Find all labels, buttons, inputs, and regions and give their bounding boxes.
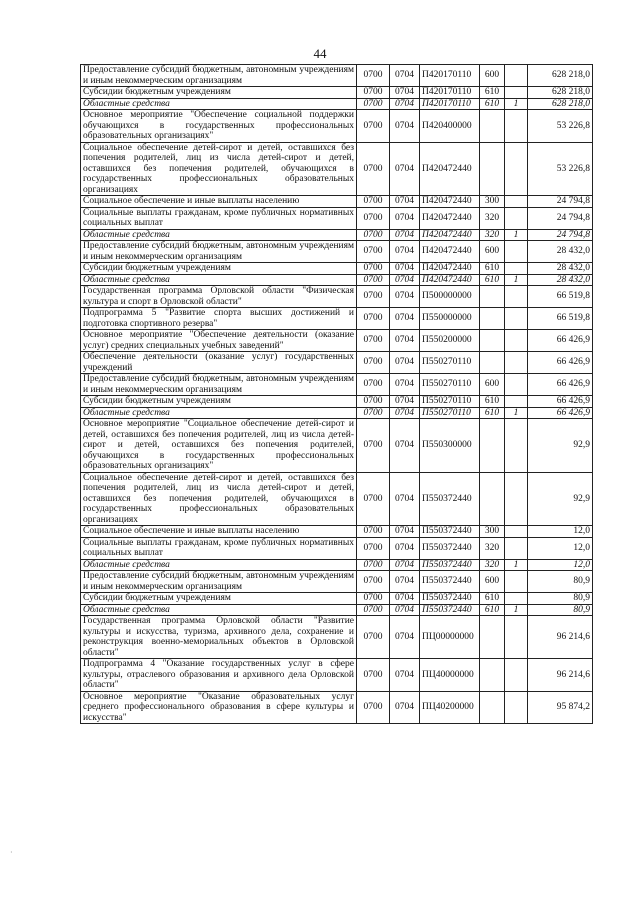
row-section: 0700	[357, 308, 390, 330]
table-row	[81, 286, 593, 308]
budget-table-body	[81, 65, 593, 724]
row-section: 0700	[357, 229, 390, 241]
row-subsection: 0704	[390, 419, 420, 473]
row-amount: 66 426,9	[528, 407, 593, 419]
row-target-article: П550270110	[420, 352, 480, 374]
row-target-article: П420472440	[420, 263, 480, 275]
row-name: Государственная программа Орловской области "Физическая культура и спорт в Орловской области"	[81, 286, 357, 308]
row-subsection: 0704	[390, 308, 420, 330]
row-subsection: 0704	[390, 537, 420, 559]
row-name: Областные средства	[81, 98, 357, 110]
row-expense-type: 600	[480, 571, 505, 593]
row-expense-type: 600	[480, 241, 505, 263]
row-target-article: П550270110	[420, 396, 480, 408]
row-amount: 12,0	[528, 526, 593, 538]
row-funding-source	[505, 87, 528, 99]
row-amount: 92,9	[528, 419, 593, 473]
row-name: Подпрограмма 5 "Развитие спорта высших достижений и подготовка спортивного резерва"	[81, 308, 357, 330]
row-section: 0700	[357, 274, 390, 286]
budget-table	[80, 64, 593, 724]
row-name: Областные средства	[81, 229, 357, 241]
row-funding-source	[505, 352, 528, 374]
table-row	[81, 559, 593, 571]
table-row	[81, 396, 593, 408]
table-row	[81, 407, 593, 419]
row-name: Областные средства	[81, 274, 357, 286]
row-name: Обеспечение деятельности (оказание услуг) государственных учреждений	[81, 352, 357, 374]
row-subsection: 0704	[390, 98, 420, 110]
table-row	[81, 571, 593, 593]
row-target-article: П420170110	[420, 87, 480, 99]
row-section: 0700	[357, 286, 390, 308]
row-expense-type: 610	[480, 87, 505, 99]
row-section: 0700	[357, 604, 390, 616]
row-subsection: 0704	[390, 87, 420, 99]
row-name: Областные средства	[81, 407, 357, 419]
row-funding-source	[505, 691, 528, 724]
row-subsection: 0704	[390, 593, 420, 605]
row-subsection: 0704	[390, 330, 420, 352]
row-section: 0700	[357, 537, 390, 559]
row-funding-source: 1	[505, 604, 528, 616]
row-section: 0700	[357, 472, 390, 526]
row-amount: 628 218,0	[528, 65, 593, 87]
table-row	[81, 472, 593, 526]
table-row	[81, 352, 593, 374]
row-target-article: П550200000	[420, 330, 480, 352]
table-row	[81, 593, 593, 605]
row-amount: 628 218,0	[528, 98, 593, 110]
row-name: Субсидии бюджетным учреждениям	[81, 593, 357, 605]
row-target-article: П420472440	[420, 142, 480, 196]
row-expense-type	[480, 659, 505, 692]
row-target-article: П550372440	[420, 604, 480, 616]
page-number: 44	[313, 46, 327, 61]
row-amount: 80,9	[528, 604, 593, 616]
row-name: Предоставление субсидий бюджетным, автономным учреждениям и иным некоммерческим организациям	[81, 241, 357, 263]
row-subsection: 0704	[390, 286, 420, 308]
row-name: Предоставление субсидий бюджетным, автономным учреждениям и иным некоммерческим организациям	[81, 374, 357, 396]
row-expense-type	[480, 616, 505, 659]
row-amount: 96 214,6	[528, 616, 593, 659]
row-expense-type	[480, 308, 505, 330]
row-section: 0700	[357, 396, 390, 408]
row-amount: 24 794,8	[528, 196, 593, 208]
row-subsection: 0704	[390, 274, 420, 286]
table-row	[81, 98, 593, 110]
row-section: 0700	[357, 691, 390, 724]
row-subsection: 0704	[390, 691, 420, 724]
row-amount: 628 218,0	[528, 87, 593, 99]
row-funding-source	[505, 241, 528, 263]
row-amount: 24 794,8	[528, 207, 593, 229]
row-section: 0700	[357, 616, 390, 659]
row-expense-type: 600	[480, 374, 505, 396]
row-subsection: 0704	[390, 472, 420, 526]
table-row	[81, 691, 593, 724]
row-name: Основное мероприятие "Оказание образовательных услуг среднего профессионального образования в сфере культуры и искусства"	[81, 691, 357, 724]
row-section: 0700	[357, 659, 390, 692]
row-funding-source	[505, 330, 528, 352]
row-subsection: 0704	[390, 207, 420, 229]
row-funding-source: 1	[505, 98, 528, 110]
row-target-article: П420472440	[420, 207, 480, 229]
row-subsection: 0704	[390, 196, 420, 208]
row-name: Областные средства	[81, 559, 357, 571]
row-subsection: 0704	[390, 229, 420, 241]
row-section: 0700	[357, 98, 390, 110]
row-funding-source	[505, 472, 528, 526]
row-name: Государственная программа Орловской области "Развитие культуры и искусства, туризма, архивного дела, сохранение и реконструкция военно-мемориальных объектов в Орловской области"	[81, 616, 357, 659]
row-name: Предоставление субсидий бюджетным, автономным учреждениям и иным некоммерческим организациям	[81, 65, 357, 87]
row-subsection: 0704	[390, 407, 420, 419]
row-section: 0700	[357, 419, 390, 473]
table-row	[81, 207, 593, 229]
row-amount: 66 426,9	[528, 396, 593, 408]
row-funding-source	[505, 110, 528, 143]
row-target-article: П550372440	[420, 526, 480, 538]
row-expense-type	[480, 110, 505, 143]
row-amount: 12,0	[528, 537, 593, 559]
row-expense-type: 610	[480, 604, 505, 616]
row-name: Субсидии бюджетным учреждениям	[81, 396, 357, 408]
row-funding-source	[505, 65, 528, 87]
row-section: 0700	[357, 352, 390, 374]
row-name: Основное мероприятие "Обеспечение социальной поддержки обучающихся в государственных профессиональных образовательных организациях"	[81, 110, 357, 143]
row-section: 0700	[357, 110, 390, 143]
row-amount: 96 214,6	[528, 659, 593, 692]
row-funding-source	[505, 571, 528, 593]
row-amount: 28 432,0	[528, 274, 593, 286]
row-section: 0700	[357, 65, 390, 87]
row-expense-type	[480, 286, 505, 308]
table-row	[81, 142, 593, 196]
row-name: Социальное обеспечение детей-сирот и детей, оставшихся без попечения родителей, лиц из числа детей-сирот и детей, оставшихся без попечения родителей, обучающихся в государственных профессиональных образовательных организациях	[81, 472, 357, 526]
row-name: Подпрограмма 4 "Оказание государственных услуг в сфере культуры, отраслевого образования и архивного дела Орловской области"	[81, 659, 357, 692]
row-expense-type: 610	[480, 593, 505, 605]
row-name: Социальное обеспечение детей-сирот и детей, оставшихся без попечения родителей, лиц из числа детей-сирот и детей, оставшихся без попечения родителей, обучающихся в государственных профессиональных образовательных организациях	[81, 142, 357, 196]
row-expense-type: 610	[480, 274, 505, 286]
row-target-article: П420472440	[420, 229, 480, 241]
row-name: Социальное обеспечение и иные выплаты населению	[81, 196, 357, 208]
margin-mark: ·	[10, 848, 13, 857]
row-amount: 66 519,8	[528, 286, 593, 308]
table-row	[81, 87, 593, 99]
table-row	[81, 274, 593, 286]
row-funding-source	[505, 196, 528, 208]
row-section: 0700	[357, 207, 390, 229]
row-funding-source	[505, 308, 528, 330]
row-expense-type: 610	[480, 396, 505, 408]
row-target-article: П550372440	[420, 472, 480, 526]
row-funding-source	[505, 374, 528, 396]
row-amount: 80,9	[528, 571, 593, 593]
row-target-article: П420170110	[420, 65, 480, 87]
row-target-article: П500000000	[420, 286, 480, 308]
row-subsection: 0704	[390, 241, 420, 263]
table-row	[81, 537, 593, 559]
row-subsection: 0704	[390, 571, 420, 593]
row-funding-source	[505, 207, 528, 229]
row-amount: 66 426,9	[528, 374, 593, 396]
row-section: 0700	[357, 241, 390, 263]
row-subsection: 0704	[390, 559, 420, 571]
row-funding-source	[505, 659, 528, 692]
table-row	[81, 330, 593, 352]
row-subsection: 0704	[390, 352, 420, 374]
row-section: 0700	[357, 559, 390, 571]
row-expense-type: 320	[480, 537, 505, 559]
table-row	[81, 419, 593, 473]
row-name: Основное мероприятие "Обеспечение деятельности (оказание услуг) средних специальных учебных заведений"	[81, 330, 357, 352]
row-funding-source	[505, 142, 528, 196]
row-name: Социальное обеспечение и иные выплаты населению	[81, 526, 357, 538]
row-target-article: П550372440	[420, 571, 480, 593]
row-target-article: П550372440	[420, 593, 480, 605]
row-section: 0700	[357, 526, 390, 538]
row-amount: 53 226,8	[528, 142, 593, 196]
row-expense-type: 300	[480, 196, 505, 208]
row-amount: 95 874,2	[528, 691, 593, 724]
row-section: 0700	[357, 196, 390, 208]
table-row	[81, 526, 593, 538]
row-expense-type: 320	[480, 229, 505, 241]
row-expense-type	[480, 691, 505, 724]
row-expense-type: 610	[480, 98, 505, 110]
row-amount: 24 794,8	[528, 229, 593, 241]
row-funding-source	[505, 419, 528, 473]
row-funding-source	[505, 396, 528, 408]
row-target-article: П420472440	[420, 196, 480, 208]
row-name: Социальные выплаты гражданам, кроме публичных нормативных социальных выплат	[81, 207, 357, 229]
table-row	[81, 659, 593, 692]
row-amount: 66 426,9	[528, 330, 593, 352]
table-row	[81, 196, 593, 208]
row-expense-type	[480, 419, 505, 473]
row-subsection: 0704	[390, 142, 420, 196]
row-expense-type: 300	[480, 526, 505, 538]
row-subsection: 0704	[390, 65, 420, 87]
row-subsection: 0704	[390, 659, 420, 692]
table-row	[81, 65, 593, 87]
row-amount: 92,9	[528, 472, 593, 526]
row-section: 0700	[357, 407, 390, 419]
row-name: Социальные выплаты гражданам, кроме публичных нормативных социальных выплат	[81, 537, 357, 559]
row-amount: 28 432,0	[528, 241, 593, 263]
row-target-article: П550300000	[420, 419, 480, 473]
row-target-article: ПЦ00000000	[420, 616, 480, 659]
row-subsection: 0704	[390, 263, 420, 275]
row-target-article: П420400000	[420, 110, 480, 143]
row-expense-type	[480, 142, 505, 196]
row-expense-type	[480, 330, 505, 352]
row-target-article: П550270110	[420, 407, 480, 419]
row-subsection: 0704	[390, 616, 420, 659]
row-expense-type: 610	[480, 263, 505, 275]
row-funding-source: 1	[505, 559, 528, 571]
row-target-article: П550000000	[420, 308, 480, 330]
row-target-article: П550372440	[420, 559, 480, 571]
row-expense-type: 320	[480, 559, 505, 571]
row-amount: 28 432,0	[528, 263, 593, 275]
row-funding-source	[505, 263, 528, 275]
row-funding-source: 1	[505, 229, 528, 241]
row-expense-type	[480, 352, 505, 374]
row-section: 0700	[357, 87, 390, 99]
row-funding-source: 1	[505, 274, 528, 286]
row-amount: 66 426,9	[528, 352, 593, 374]
row-target-article: П550270110	[420, 374, 480, 396]
row-target-article: П420472440	[420, 274, 480, 286]
row-funding-source	[505, 616, 528, 659]
row-amount: 12,0	[528, 559, 593, 571]
row-target-article: П420472440	[420, 241, 480, 263]
table-row	[81, 374, 593, 396]
row-subsection: 0704	[390, 396, 420, 408]
row-funding-source	[505, 526, 528, 538]
row-amount: 80,9	[528, 593, 593, 605]
table-row	[81, 604, 593, 616]
row-section: 0700	[357, 263, 390, 275]
row-section: 0700	[357, 593, 390, 605]
row-target-article: ПЦ40200000	[420, 691, 480, 724]
row-funding-source	[505, 537, 528, 559]
row-amount: 53 226,8	[528, 110, 593, 143]
row-target-article: ПЦ40000000	[420, 659, 480, 692]
table-row	[81, 616, 593, 659]
row-subsection: 0704	[390, 374, 420, 396]
row-subsection: 0704	[390, 604, 420, 616]
row-expense-type: 610	[480, 407, 505, 419]
row-funding-source	[505, 593, 528, 605]
row-section: 0700	[357, 142, 390, 196]
row-target-article: П420170110	[420, 98, 480, 110]
row-expense-type: 320	[480, 207, 505, 229]
row-subsection: 0704	[390, 110, 420, 143]
row-name: Предоставление субсидий бюджетным, автономным учреждениям и иным некоммерческим организациям	[81, 571, 357, 593]
row-funding-source: 1	[505, 407, 528, 419]
row-amount: 66 519,8	[528, 308, 593, 330]
table-row	[81, 263, 593, 275]
row-section: 0700	[357, 374, 390, 396]
row-section: 0700	[357, 571, 390, 593]
row-name: Областные средства	[81, 604, 357, 616]
row-section: 0700	[357, 330, 390, 352]
row-funding-source	[505, 286, 528, 308]
row-subsection: 0704	[390, 526, 420, 538]
row-target-article: П550372440	[420, 537, 480, 559]
row-expense-type: 600	[480, 65, 505, 87]
table-row	[81, 110, 593, 143]
table-row	[81, 241, 593, 263]
row-name: Субсидии бюджетным учреждениям	[81, 87, 357, 99]
row-expense-type	[480, 472, 505, 526]
table-row	[81, 308, 593, 330]
row-name: Субсидии бюджетным учреждениям	[81, 263, 357, 275]
table-row	[81, 229, 593, 241]
row-name: Основное мероприятие "Социальное обеспечение детей-сирот и детей, оставшихся без попечения родителей, лиц из числа детей-сирот и детей, оставшихся без попечения родителей, обучающихся в государственных профессиональных образовательных организациях"	[81, 419, 357, 473]
